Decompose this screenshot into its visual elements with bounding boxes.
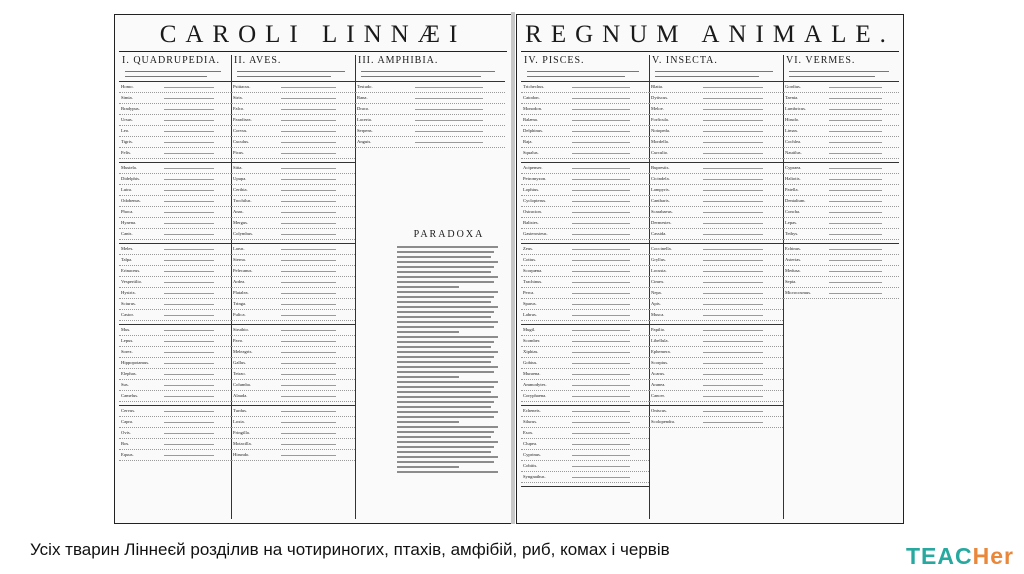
- genus-list: [355, 82, 505, 148]
- genus-entry: Talpa.: [119, 255, 231, 266]
- genus-entry: Muraena.: [521, 369, 649, 380]
- paradoxa-text-line: [397, 431, 494, 433]
- paradoxa-text-line: [397, 316, 491, 318]
- genus-entry: Trichechus.: [521, 82, 649, 93]
- genus-entry: Simia.: [119, 93, 231, 104]
- genus-entry: Motacilla.: [231, 439, 355, 450]
- paradoxa-text-line: [397, 311, 494, 313]
- genus-entry: Aranea.: [649, 380, 783, 391]
- paradoxa-text-line: [397, 256, 491, 258]
- genus-entry: Canis.: [119, 229, 231, 240]
- class-description: [649, 67, 783, 82]
- genus-entry: Microcosmus.: [783, 288, 899, 299]
- genus-entry: Bradypus.: [119, 104, 231, 115]
- paradoxa-text-line: [397, 446, 494, 448]
- class-description: [231, 67, 355, 82]
- genus-entry: Medusa.: [783, 266, 899, 277]
- genus-entry: Anguis.: [355, 137, 505, 148]
- genus-entry: Balistes.: [521, 218, 649, 229]
- genus-entry: Asterias.: [783, 255, 899, 266]
- genus-entry: Echinus.: [783, 244, 899, 255]
- genus-entry: Sitta.: [231, 163, 355, 174]
- genus-entry: Coccinella.: [649, 244, 783, 255]
- genus-entry: Cuculus.: [231, 137, 355, 148]
- paradoxa-text-line: [397, 371, 494, 373]
- genus-entry: Lutra.: [119, 185, 231, 196]
- paradoxa-text-line: [397, 251, 494, 253]
- genus-entry: Cobitis.: [521, 461, 649, 472]
- genus-entry: Cicindela.: [649, 174, 783, 185]
- paradoxa-text-line: [397, 366, 498, 368]
- genus-entry: Strix.: [231, 93, 355, 104]
- linnaeus-table-right-page: [516, 14, 904, 524]
- genus-entry: Delphinus.: [521, 126, 649, 137]
- genus-entry: Scomber.: [521, 336, 649, 347]
- genus-entry: Meleagris.: [231, 347, 355, 358]
- genus-entry: Echeneis.: [521, 406, 649, 417]
- genus-entry: Ovis.: [119, 428, 231, 439]
- class-column-insecta: [649, 55, 784, 519]
- paradoxa-section: [393, 225, 505, 519]
- genus-entry: Oniscus.: [649, 406, 783, 417]
- genus-entry: Libellula.: [649, 336, 783, 347]
- genus-entry: Scorpius.: [649, 358, 783, 369]
- paradoxa-text-line: [397, 271, 491, 273]
- genus-entry: Xiphias.: [521, 347, 649, 358]
- paradoxa-text-line: [397, 336, 498, 338]
- genus-entry: Testudo.: [355, 82, 505, 93]
- class-heading-quadrupedia: I. QUADRUPEDIA.: [122, 55, 221, 66]
- genus-entry: Balæna.: [521, 115, 649, 126]
- genus-entry: Mordella.: [649, 137, 783, 148]
- paradoxa-text-line: [397, 421, 459, 423]
- paradoxa-text-line: [397, 361, 491, 363]
- genus-list: [783, 82, 899, 299]
- class-column-pisces: [521, 55, 650, 519]
- genus-entry: Apis.: [649, 299, 783, 310]
- paradoxa-text-line: [397, 326, 494, 328]
- class-column-vermes: [783, 55, 899, 519]
- genus-entry: Trachinus.: [521, 277, 649, 288]
- genus-entry: Taenia.: [783, 93, 899, 104]
- title-rule: [521, 51, 899, 52]
- genus-entry: Loxia.: [231, 417, 355, 428]
- genus-entry: Ardea.: [231, 277, 355, 288]
- class-column-quadrupedia: [119, 55, 232, 519]
- genus-entry: Sepia.: [783, 277, 899, 288]
- order-separator: [521, 483, 649, 487]
- genus-entry: Camelus.: [119, 391, 231, 402]
- paradoxa-text-line: [397, 276, 498, 278]
- genus-entry: Homo.: [119, 82, 231, 93]
- genus-entry: Cottus.: [521, 255, 649, 266]
- genus-entry: Hystrix.: [119, 288, 231, 299]
- genus-entry: Nautilus.: [783, 148, 899, 159]
- paradoxa-text-line: [397, 441, 498, 443]
- class-description: [521, 67, 649, 82]
- genus-entry: Musca.: [649, 310, 783, 321]
- genus-entry: Tringa.: [231, 299, 355, 310]
- paradoxa-text-line: [397, 386, 494, 388]
- paradoxa-text-line: [397, 471, 498, 473]
- genus-entry: Alauda.: [231, 391, 355, 402]
- genus-entry: Cimex.: [649, 277, 783, 288]
- genus-entry: Cochlea.: [783, 137, 899, 148]
- paradoxa-text-line: [397, 291, 498, 293]
- genus-entry: Phoca.: [119, 207, 231, 218]
- genus-entry: Mugil.: [521, 325, 649, 336]
- genus-entry: Squalus.: [521, 148, 649, 159]
- genus-entry: Serpens.: [355, 126, 505, 137]
- genus-entry: Meloe.: [649, 104, 783, 115]
- genus-entry: Mergus.: [231, 218, 355, 229]
- paradoxa-text-line: [397, 346, 491, 348]
- paradoxa-text-line: [397, 281, 494, 283]
- genus-entry: Corvus.: [231, 126, 355, 137]
- genus-entry: Cyprinus.: [521, 450, 649, 461]
- genus-entry: Gallus.: [231, 358, 355, 369]
- genus-entry: Odobenus.: [119, 196, 231, 207]
- genus-entry: Lepus.: [119, 336, 231, 347]
- title-rule: [119, 51, 507, 52]
- page-gutter: [511, 12, 515, 524]
- genus-entry: Tigris.: [119, 137, 231, 148]
- paradoxa-text-line: [397, 381, 498, 383]
- genus-entry: Sciurus.: [119, 299, 231, 310]
- genus-entry: Sorex.: [119, 347, 231, 358]
- paradoxa-text-line: [397, 331, 459, 333]
- class-heading-pisces: IV. PISCES.: [524, 55, 585, 66]
- genus-entry: Bos.: [119, 439, 231, 450]
- paradoxa-text-line: [397, 451, 491, 453]
- genus-entry: Monodon.: [521, 104, 649, 115]
- class-description: [119, 67, 231, 82]
- paradoxa-text-line: [397, 301, 491, 303]
- genus-entry: Gordius.: [783, 82, 899, 93]
- genus-entry: Tetrao.: [231, 369, 355, 380]
- paradoxa-text-line: [397, 456, 498, 458]
- paradoxa-text-line: [397, 351, 498, 353]
- linnaeus-table-left-page: [114, 14, 512, 524]
- genus-entry: Perca.: [521, 288, 649, 299]
- paradoxa-text-line: [397, 376, 459, 378]
- paradoxa-text-line: [397, 306, 498, 308]
- paradoxa-text-line: [397, 406, 491, 408]
- genus-entry: Mustela.: [119, 163, 231, 174]
- genus-entry: Felis.: [119, 148, 231, 159]
- genus-entry: Lepas.: [783, 218, 899, 229]
- genus-entry: Buprestis.: [649, 163, 783, 174]
- genus-entry: Patella.: [783, 185, 899, 196]
- genus-entry: Upupa.: [231, 174, 355, 185]
- genus-entry: Anas.: [231, 207, 355, 218]
- genus-entry: Meles.: [119, 244, 231, 255]
- genus-entry: Falco.: [231, 104, 355, 115]
- genus-entry: Dermestes.: [649, 218, 783, 229]
- genus-entry: Cancer.: [649, 391, 783, 402]
- genus-entry: Psittacus.: [231, 82, 355, 93]
- genus-entry: Ursus.: [119, 115, 231, 126]
- genus-entry: Cantharis.: [649, 196, 783, 207]
- paradoxa-text-line: [397, 396, 498, 398]
- genus-entry: Esox.: [521, 428, 649, 439]
- paradoxa-text-line: [397, 246, 498, 248]
- paradoxa-text-line: [397, 416, 494, 418]
- genus-entry: Capra.: [119, 417, 231, 428]
- genus-entry: Haliotis.: [783, 174, 899, 185]
- genus-entry: Mus.: [119, 325, 231, 336]
- genus-entry: Zeus.: [521, 244, 649, 255]
- teacher-logo: [906, 542, 1018, 570]
- genus-entry: Forficula.: [649, 115, 783, 126]
- genus-entry: Paradisea.: [231, 115, 355, 126]
- genus-entry: Ostracion.: [521, 207, 649, 218]
- genus-entry: Certhia.: [231, 185, 355, 196]
- genus-entry: Raja.: [521, 137, 649, 148]
- genus-entry: Equus.: [119, 450, 231, 461]
- genus-entry: Ephemera.: [649, 347, 783, 358]
- genus-entry: Fulica.: [231, 310, 355, 321]
- class-heading-aves: II. AVES.: [234, 55, 282, 66]
- genus-entry: Acipenser.: [521, 163, 649, 174]
- genus-entry: Columba.: [231, 380, 355, 391]
- paradoxa-text-line: [397, 266, 494, 268]
- genus-entry: Pelecanus.: [231, 266, 355, 277]
- paradoxa-text-line: [397, 286, 459, 288]
- paradoxa-text-line: [397, 411, 498, 413]
- paradoxa-text-line: [397, 321, 498, 323]
- genus-entry: Sparus.: [521, 299, 649, 310]
- genus-entry: Cypraea.: [783, 163, 899, 174]
- genus-entry: Rana.: [355, 93, 505, 104]
- genus-entry: Lampyris.: [649, 185, 783, 196]
- genus-entry: Castor.: [119, 310, 231, 321]
- genus-entry: Labrus.: [521, 310, 649, 321]
- document-title-left: CAROLI LINNÆI: [159, 21, 467, 48]
- paradoxa-text-line: [397, 261, 498, 263]
- genus-entry: Papilio.: [649, 325, 783, 336]
- genus-entry: Scolopendra.: [649, 417, 783, 428]
- genus-entry: Scorpæna.: [521, 266, 649, 277]
- genus-entry: Sterna.: [231, 255, 355, 266]
- genus-entry: Lacerta.: [355, 115, 505, 126]
- genus-entry: Sus.: [119, 380, 231, 391]
- genus-entry: Scarabaeus.: [649, 207, 783, 218]
- genus-entry: Larus.: [231, 244, 355, 255]
- paradoxa-text-line: [397, 391, 491, 393]
- genus-entry: Dentalium.: [783, 196, 899, 207]
- genus-entry: Gasterosteus.: [521, 229, 649, 240]
- paradoxa-text-line: [397, 461, 494, 463]
- logo-text-part2: Her: [972, 543, 1014, 569]
- paradoxa-text-line: [397, 341, 494, 343]
- class-column-aves: [231, 55, 356, 519]
- paradoxa-text-line: [397, 426, 498, 428]
- paradoxa-text-line: [397, 401, 494, 403]
- genus-entry: Hyaena.: [119, 218, 231, 229]
- genus-entry: Trochilus.: [231, 196, 355, 207]
- genus-entry: Acarus.: [649, 369, 783, 380]
- genus-entry: Blatta.: [649, 82, 783, 93]
- genus-entry: Picus.: [231, 148, 355, 159]
- paradoxa-text-line: [397, 356, 494, 358]
- genus-entry: Leo.: [119, 126, 231, 137]
- genus-entry: Erinaceus.: [119, 266, 231, 277]
- genus-entry: Catodon.: [521, 93, 649, 104]
- genus-entry: Pavo.: [231, 336, 355, 347]
- genus-entry: Vespertilio.: [119, 277, 231, 288]
- genus-entry: Colymbus.: [231, 229, 355, 240]
- genus-entry: Syngnathus.: [521, 472, 649, 483]
- genus-list: [119, 82, 231, 461]
- genus-entry: Gryllus.: [649, 255, 783, 266]
- genus-entry: Locusta.: [649, 266, 783, 277]
- genus-entry: Struthio.: [231, 325, 355, 336]
- genus-entry: Cervus.: [119, 406, 231, 417]
- genus-entry: Curculio.: [649, 148, 783, 159]
- genus-entry: Turdus.: [231, 406, 355, 417]
- document-title-right: REGNUM ANIMALE.: [525, 21, 895, 48]
- genus-entry: Cyclopterus.: [521, 196, 649, 207]
- class-description: [783, 67, 899, 82]
- genus-entry: Elephas.: [119, 369, 231, 380]
- genus-entry: Gobius.: [521, 358, 649, 369]
- genus-entry: Hirundo.: [231, 450, 355, 461]
- paradoxa-text-line: [397, 296, 494, 298]
- genus-entry: Limax.: [783, 126, 899, 137]
- paradoxa-text-line: [397, 436, 491, 438]
- genus-list: [231, 82, 355, 461]
- genus-list: [521, 82, 649, 487]
- genus-entry: Notopeda.: [649, 126, 783, 137]
- genus-entry: Platalea.: [231, 288, 355, 299]
- genus-entry: Nepa.: [649, 288, 783, 299]
- genus-entry: Dytiscus.: [649, 93, 783, 104]
- class-heading-vermes: VI. VERMES.: [786, 55, 856, 66]
- class-description: [355, 67, 505, 82]
- genus-entry: Cassida.: [649, 229, 783, 240]
- genus-list: [649, 82, 783, 428]
- genus-entry: Lumbricus.: [783, 104, 899, 115]
- genus-entry: Petromyzon.: [521, 174, 649, 185]
- genus-entry: Ammodytes.: [521, 380, 649, 391]
- genus-entry: Tethys.: [783, 229, 899, 240]
- genus-entry: Hirudo.: [783, 115, 899, 126]
- genus-entry: Clupea.: [521, 439, 649, 450]
- genus-entry: Silurus.: [521, 417, 649, 428]
- genus-entry: Didelphis.: [119, 174, 231, 185]
- genus-entry: Coryphaena.: [521, 391, 649, 402]
- genus-entry: Draco.: [355, 104, 505, 115]
- genus-entry: Fringilla.: [231, 428, 355, 439]
- class-heading-insecta: V. INSECTA.: [652, 55, 718, 66]
- paradoxa-text: [393, 246, 505, 473]
- slide-caption: Усіх тварин Ліннеєй розділив на чотириногих, птахів, амфібій, риб, комах і червів: [30, 540, 670, 559]
- genus-entry: Concha.: [783, 207, 899, 218]
- paradoxa-heading: PARADOXA: [413, 229, 485, 240]
- paradoxa-text-line: [397, 466, 459, 468]
- genus-entry: Lophius.: [521, 185, 649, 196]
- genus-entry: Hippopotamus.: [119, 358, 231, 369]
- logo-text-part1: TEAC: [906, 543, 973, 569]
- class-heading-amphibia: III. AMPHIBIA.: [358, 55, 439, 66]
